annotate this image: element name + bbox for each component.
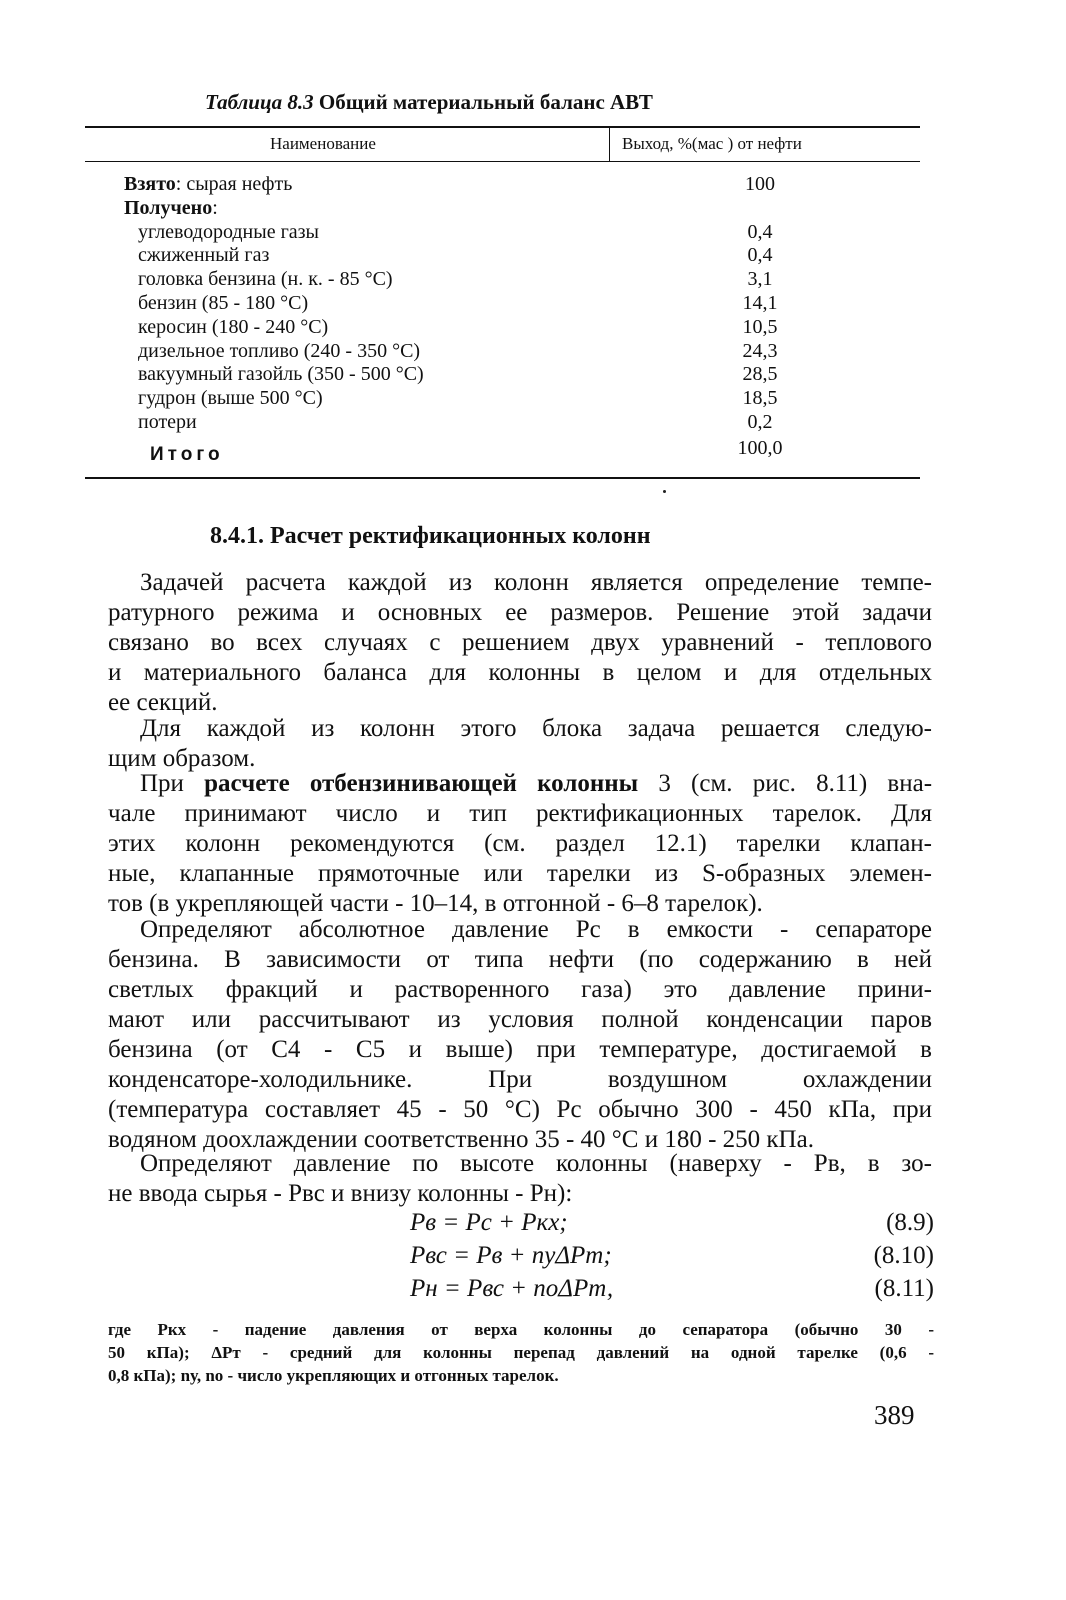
formula-number: (8.11)	[874, 1275, 934, 1302]
text-line: водяном доохлаждении соответственно 35 - 40 °C и 180 - 250 кПа.	[108, 1126, 814, 1153]
row-label	[138, 339, 420, 363]
text-line: тов (в укрепляющей части - 10–14, в отгонной - 6–8 тарелок).	[108, 890, 763, 917]
row-label	[138, 291, 308, 315]
row-value: 0,4	[747, 220, 773, 243]
text-line: мают или рассчитывают из условия полной конденсации паров	[108, 1006, 932, 1033]
table-caption-title: Общий материальный баланс АВТ	[318, 90, 653, 114]
row-label-text: потери	[138, 411, 197, 433]
text-line: ные, клапанные прямоточные или тарелки из S-образных элемен-	[108, 860, 932, 887]
text-line: ее секций.	[108, 689, 218, 716]
row-label	[138, 220, 319, 244]
row-value: 100	[745, 173, 775, 195]
table-row	[0, 386, 1066, 410]
table-row	[0, 410, 1066, 434]
row-label-text: : сырая нефть	[175, 173, 293, 195]
footnote	[108, 1318, 934, 1387]
row-label-bold: Получено	[124, 196, 213, 219]
row-value: 18,5	[742, 387, 778, 410]
text-line: бензина. В зависимости от типа нефти (по содержанию в ней	[108, 946, 932, 973]
row-label-text: керосин (180 - 240 °C)	[138, 315, 329, 338]
formula-number: (8.9)	[886, 1209, 934, 1236]
table-bottom-rule	[85, 477, 920, 479]
print-speck	[663, 490, 666, 493]
table-caption	[205, 90, 653, 115]
row-label-text: сжиженный газ	[138, 244, 270, 267]
text-line: Для каждой из колонн этого блока задача решается следую-	[140, 715, 932, 742]
row-label-text: головка бензина (н. к. - 85 °C)	[138, 268, 393, 291]
table-header-name: Наименование	[270, 134, 376, 153]
row-label	[138, 315, 328, 339]
table-top-rule	[85, 126, 920, 128]
footnote-line: где Pкх - падение давления от верха колонны до сепаратора (обычно 30 -	[108, 1320, 934, 1339]
text-fragment: 3 (см. рис. 8.11) вна-	[638, 770, 933, 797]
row-label	[124, 196, 218, 220]
paragraph-3	[108, 769, 932, 919]
row-value: 24,3	[742, 339, 778, 362]
page-number: 389	[874, 1400, 915, 1430]
row-label-text: углеводородные газы	[138, 220, 319, 243]
row-label-text: вакуумный газойль (350 - 500 °C)	[138, 363, 424, 386]
table-row	[0, 315, 1066, 339]
formula-expression: Pн = Pвс + nоΔPт,	[410, 1275, 614, 1302]
total-value: 100,0	[737, 437, 783, 459]
paragraph-5	[108, 1149, 932, 1209]
row-label	[138, 243, 269, 267]
paragraph-1	[108, 568, 932, 718]
table-header-divider	[609, 127, 610, 162]
text-line: щим образом.	[108, 745, 256, 772]
row-label	[138, 386, 323, 410]
text-line: Определяют давление по высоте колонны (наверху - Pв, в зо-	[140, 1150, 932, 1177]
text-line: Определяют абсолютное давление Pс в емкости - сепараторе	[140, 916, 932, 943]
row-label-text: дизельное топливо (240 - 350 °C)	[138, 339, 421, 362]
table-row	[0, 267, 1066, 291]
paragraph-4	[108, 915, 932, 1155]
text-line: светлых фракций и растворенного газа) это давление прини-	[108, 976, 932, 1003]
row-label	[124, 172, 292, 196]
text-line: ратурного режима и основных ее размеров. Решение этой задачи	[108, 599, 932, 626]
table-caption-label: Таблица 8.3	[205, 90, 314, 114]
text-line: бензина (от C4 - C5 и выше) при температуре, достигаемой в	[108, 1036, 932, 1063]
footnote-line: 50 кПа); ΔPт - средний для колонны перепад давлений на одной тарелке (0,6 -	[108, 1343, 934, 1362]
table-row	[0, 291, 1066, 315]
text-line	[108, 769, 932, 799]
paragraph-2	[108, 714, 932, 774]
text-line: связано во всех случаях с решением двух уравнений - теплового	[108, 629, 932, 656]
row-label-text: гудрон (выше 500 °C)	[138, 387, 323, 410]
row-label-text: бензин (85 - 180 °C)	[138, 292, 309, 314]
formula-expression: Pв = Pс + Pкх;	[410, 1209, 568, 1236]
text-line: Задачей расчета каждой из колонн является определение темпе-	[140, 569, 932, 596]
section-title: 8.4.1. Расчет ректификационных колонн	[210, 523, 651, 549]
text-line: чале принимают число и тип ректификационных тарелок. Для	[108, 800, 932, 827]
table-row	[0, 339, 1066, 363]
text-line: (температура составляет 45 - 50 °C) Pс обычно 300 - 450 кПа, при	[108, 1096, 932, 1123]
total-label: Итого	[150, 444, 224, 465]
table-row	[0, 362, 1066, 386]
text-line: конденсаторе-холодильнике. При воздушном охлаждении	[108, 1066, 932, 1093]
row-label-text: :	[212, 196, 218, 219]
row-value: 28,5	[742, 363, 778, 386]
row-value: 0,4	[747, 244, 773, 267]
row-value: 10,5	[742, 315, 778, 338]
table-row	[0, 220, 1066, 244]
table-row	[0, 172, 1066, 196]
bold-term: расчете отбензинивающей колонны	[204, 770, 639, 797]
formula-number: (8.10)	[873, 1242, 934, 1269]
text-line: не ввода сырья - Pвс и внизу колонны - Pн):	[108, 1180, 573, 1207]
table-row	[0, 196, 1066, 220]
row-label	[138, 267, 393, 291]
row-label	[138, 362, 424, 386]
footnote-line: 0,8 кПа); nу, nо - число укрепляющих и отгонных тарелок.	[108, 1366, 559, 1385]
row-value: 14,1	[742, 292, 778, 314]
row-value: 0,2	[747, 411, 773, 433]
text-line: и материального баланса для колонны в целом и для отдельных	[108, 659, 932, 686]
text-fragment: При	[140, 770, 205, 797]
text-line: этих колонн рекомендуются (см. раздел 12.1) тарелки клапан-	[108, 830, 932, 857]
table-row	[0, 243, 1066, 267]
table-header-yield: Выход, %(мас ) от нефти	[622, 134, 802, 153]
row-value: 3,1	[747, 268, 773, 291]
row-label	[138, 410, 197, 434]
table-header-rule	[85, 161, 920, 162]
row-label-bold: Взято	[124, 173, 176, 195]
formula-expression: Pвс = Pв + nуΔPт;	[410, 1242, 612, 1269]
table-total-row	[0, 437, 1066, 465]
